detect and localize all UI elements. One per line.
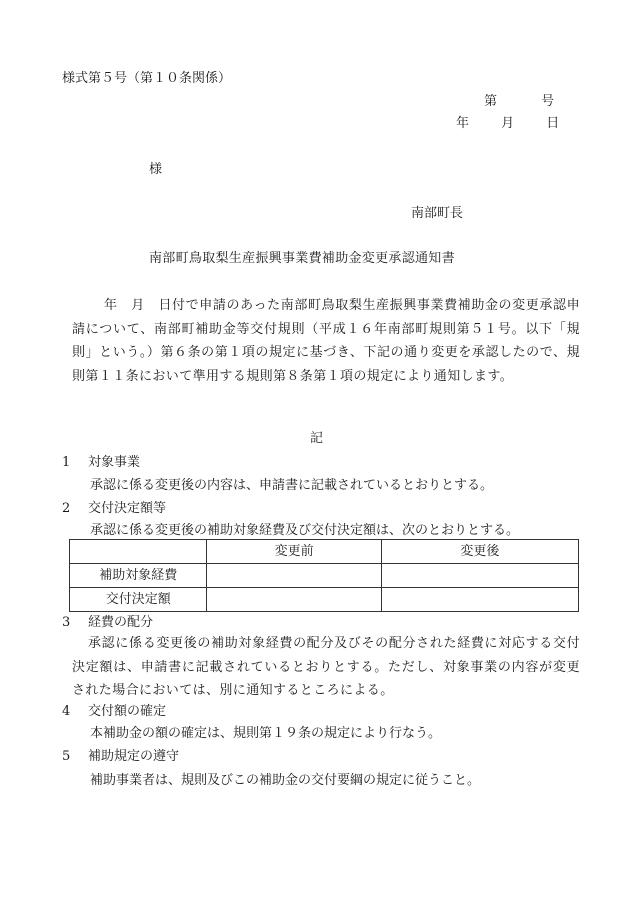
body-paragraph: 年 月 日付で申請のあった南部町鳥取梨生産振興事業費補助金の変更承認申請について、南部町補助金等交付規則（平成１６年南部町規則第５１号。以下「規則」という。）第６条の第１項の規定に基づき、下記の通り変更を承認したので、規則第１１条において準用する規則第８条第１項の規定により通知します。 xyxy=(72,298,580,384)
section-number: 3 xyxy=(62,615,71,630)
section-number: 1 xyxy=(62,455,71,470)
section-title: 交付額の確定 xyxy=(88,704,167,719)
document-number-line: 第 号 xyxy=(484,94,555,109)
amount-table xyxy=(69,539,579,612)
section-number: 5 xyxy=(62,749,71,764)
section-heading xyxy=(62,705,166,718)
ki-heading: 記 xyxy=(310,431,324,446)
section-text: 本補助金の額の確定は、規則第１９条の規定により行なう。 xyxy=(90,726,442,741)
table-row-label: 補助対象経費 xyxy=(70,564,207,588)
table-header-cell xyxy=(70,540,207,564)
table-cell xyxy=(207,564,381,588)
section-heading xyxy=(62,456,140,469)
section-text: 承認に係る変更後の補助対象経費及び交付決定額は、次のとおりとする。 xyxy=(90,523,520,538)
section-text: 承認に係る変更後の補助対象経費の配分及びその配分された経費に対応する交付決定額は、申請書に記載されているとおりとする。ただし、対象事業の内容が変更された場合においては、別に通知するところによる。 xyxy=(72,636,580,698)
table-cell xyxy=(381,564,578,588)
section-text: 承認に係る変更後の内容は、申請書に記載されているとおりとする。 xyxy=(90,478,494,493)
table-header-cell: 変更前 xyxy=(207,540,381,564)
table-row xyxy=(70,564,579,588)
section-title: 交付決定額等 xyxy=(88,501,167,516)
section-text: 補助事業者は、規則及びこの補助金の交付要綱の規定に従うこと。 xyxy=(90,773,481,788)
section-number: 4 xyxy=(62,704,71,719)
section-number: 2 xyxy=(62,501,71,516)
section-title: 対象事業 xyxy=(88,455,141,470)
document-title: 南部町鳥取梨生産振興事業費補助金変更承認通知書 xyxy=(149,251,455,266)
sender-name: 南部町長 xyxy=(411,206,464,221)
table-row-label: 交付決定額 xyxy=(70,588,207,612)
table-header-row xyxy=(70,540,579,564)
section-heading xyxy=(62,502,166,515)
table-cell xyxy=(207,588,381,612)
section-heading xyxy=(62,750,179,763)
document-date-line: 年 月 日 xyxy=(456,116,560,131)
section-title: 経費の配分 xyxy=(88,615,154,630)
recipient-line: 様 xyxy=(149,162,163,177)
form-label: 様式第５号（第１０条関係） xyxy=(62,71,232,86)
table-row xyxy=(70,588,579,612)
table-cell xyxy=(381,588,578,612)
section-title: 補助規定の遵守 xyxy=(88,749,180,764)
section-heading xyxy=(62,616,153,629)
table-header-cell: 変更後 xyxy=(381,540,578,564)
